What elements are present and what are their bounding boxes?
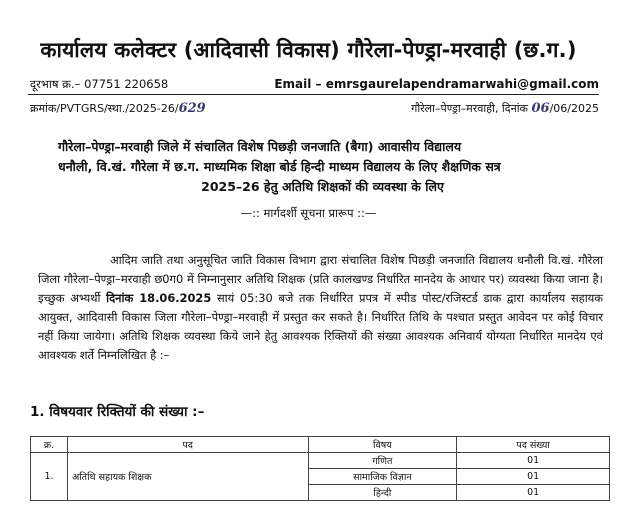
body-part-2: सायं 05:30 बजे तक निर्धारित प्रपत्र में स्पीड पोस्ट/रजिस्टर्ड डाक द्वारा कार्यालय सहायक आयुक्त, आदिवासी विकास जिला गौरेला–पेण्ड्रा–मरवाही में प्रस्तुत कर सकते है। निर्धारित तिथि के पश्चात प्रस्तुत आवेदन पर कोई विचार नहीं किया जायेगा। अतिथि शिक्षक व्यवस्था किये जाने हेतु आवश्यक रिक्तियों की संख्या आवश्यक अनिवार्य योग्यता निर्धारित मानदेय एवं आवश्यक शर्ते निम्नलिखित है :– (38, 291, 604, 362)
count-cell: 01 (457, 453, 610, 469)
email-label: Email – (274, 77, 322, 91)
header-post: पद (67, 437, 308, 453)
count-cell: 01 (457, 469, 610, 485)
reference-row (30, 101, 599, 116)
vacancy-table (30, 436, 610, 501)
place-date-prefix: गौरेला–पेण्ड्रा–मरवाही, दिनांक (411, 102, 528, 115)
date-suffix: /06/2025 (549, 102, 599, 115)
serial-cell: 1. (31, 453, 68, 501)
office-title: कार्यालय कलेक्टर (आदिवासी विकास) गौरेला-पेण्ड्रा-मरवाही (छ.ग.) (40, 38, 577, 62)
subject-block (58, 137, 587, 197)
email-address[interactable]: emrsgaurelapendramarwahi@gmail.com (325, 77, 599, 91)
deadline-date: दिनांक 18.06.2025 (106, 291, 212, 305)
header-serial: क्र. (31, 437, 68, 453)
place-date (411, 101, 599, 116)
header-post-count: पद संख्या (457, 437, 610, 453)
reference-number (30, 101, 206, 116)
table-header-row (31, 437, 610, 453)
subject-line-3: 2025–26 हेतु अतिथि शिक्षकों की व्यवस्था के लिए (201, 179, 444, 194)
subject-cell: सामाजिक विज्ञान (308, 469, 457, 485)
phone-info (30, 77, 168, 92)
body-paragraph (38, 251, 603, 365)
table-row (31, 453, 610, 469)
handwritten-number: 629 (178, 101, 206, 116)
phone-number: 07751 220658 (84, 77, 169, 91)
subject-line-1: गौरेला–पेण्ड्रा–मरवाही जिले में संचालित विशेष पिछड़ी जनजाति (बैगा) आवासीय विद्यालय (58, 139, 462, 154)
count-cell: 01 (457, 485, 610, 501)
contact-row (30, 77, 599, 92)
handwritten-day: 06 (531, 101, 550, 116)
subject-line-2: धनौली, वि.खं. गौरेला में छ.ग. माध्यमिक शिक्षा बोर्ड हिन्दी माध्यम विद्यालय के लिए शैक्षणिक सत्र (58, 159, 501, 174)
phone-label: दूरभाष क्र.– (30, 77, 81, 91)
body-part-1: आदिम जाति तथा अनुसूचित जाति विकास विभाग द्वारा संचालित विशेष पिछड़ी जनजाति विद्यालय धनौली वि.खं. गौरेला जिला गौरेला–पेण्ड्रा–मरवाही छ0ग0 में निम्नानुसार अतिथि शिक्षक (प्रति कालखण्ड निर्धारित मानदेय के आधार पर) व्यवस्था किया जाना है। इच्छुक अभ्यर्थी (38, 253, 603, 305)
reference-prefix: क्रमांक/PVTGRS/स्था./2025-26/ (30, 102, 179, 115)
subject-cell: गणित (308, 453, 457, 469)
post-cell: अतिथि सहायक शिक्षक (67, 453, 308, 501)
section-heading: 1. विषयवार रिक्तियों की संख्या :– (30, 404, 205, 420)
guideline-title: —:: मार्गदर्शी सूचना प्रारूप ::— (240, 206, 377, 220)
header-subject: विषय (308, 437, 457, 453)
subject-cell: हिन्दी (308, 485, 457, 501)
email-info (274, 77, 599, 92)
header-divider (28, 94, 599, 95)
